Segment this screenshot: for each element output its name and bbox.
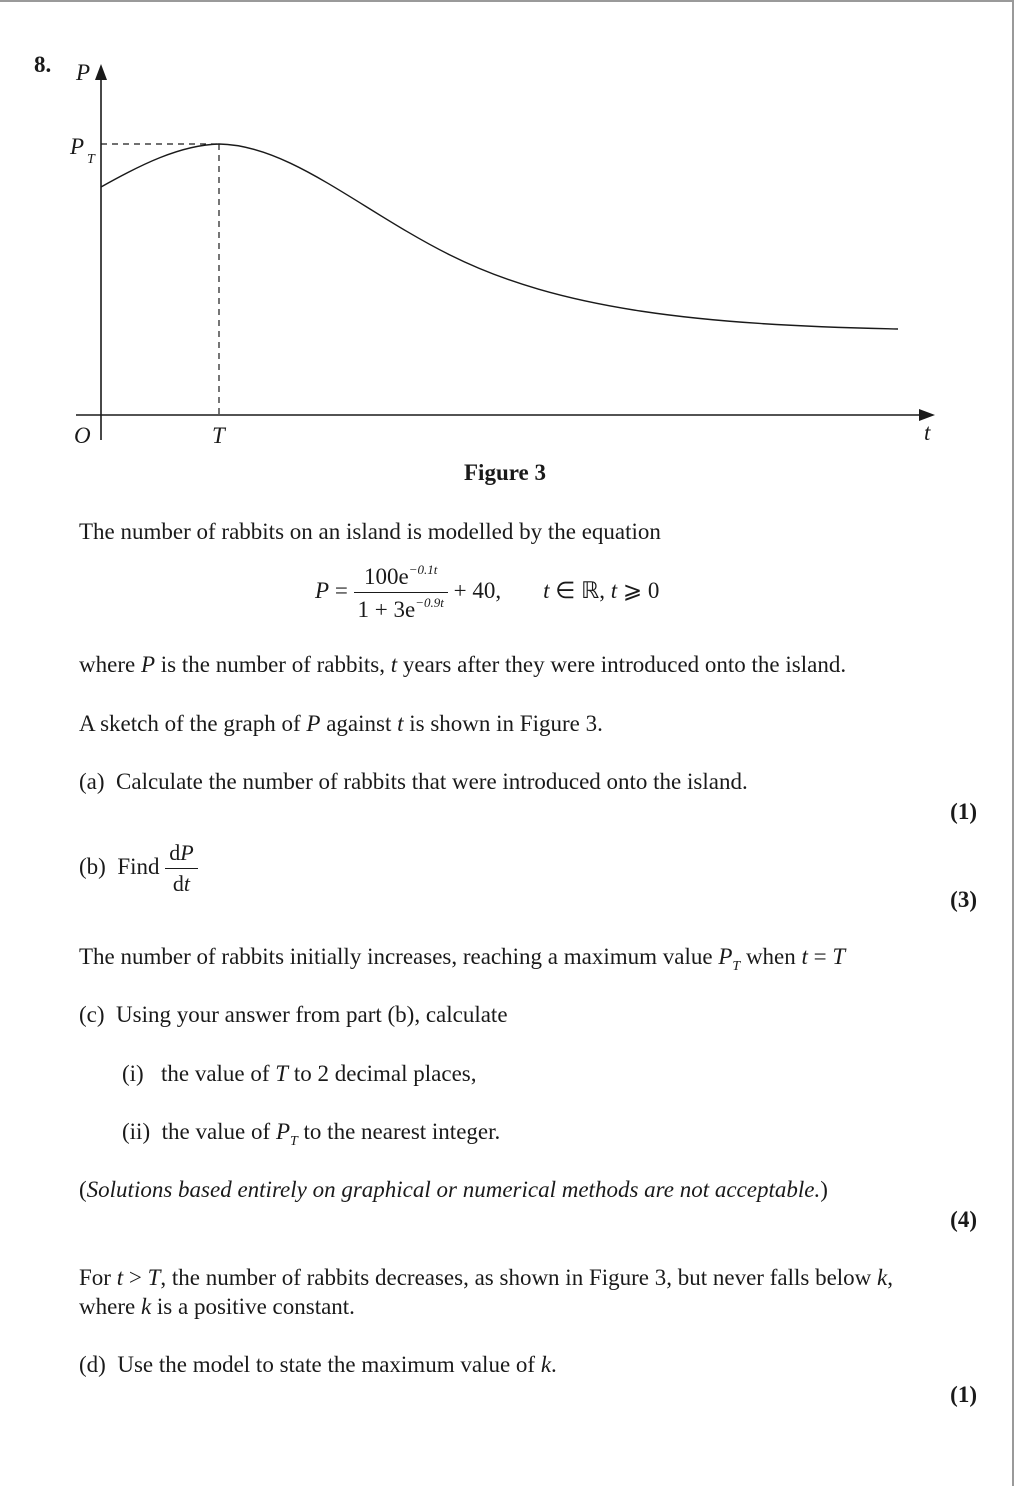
derivative-fraction: $\frac{dP}{dt}$	[165, 840, 197, 897]
eq-den-exponent: −0.9t	[415, 595, 444, 610]
decrease-text-2: where k is a positive constant.	[79, 1294, 355, 1319]
eq-fraction	[354, 562, 448, 623]
t-marker-label: T	[212, 423, 225, 448]
where-text: where P is the number of rabbits, t years after they were introduced onto the island.	[79, 652, 847, 677]
part-b-text: Find	[117, 853, 160, 879]
eq-lhs: P	[315, 577, 330, 603]
eq-domain-set: ∈ ℝ,	[549, 577, 611, 603]
part-c-marks: (4)	[950, 1207, 977, 1232]
eq-den-base: 1 + 3e	[357, 597, 416, 622]
sketch-text: A sketch of the graph of P against t is shown in Figure 3.	[79, 711, 603, 736]
part-c	[79, 1002, 508, 1028]
y-axis-arrow	[95, 64, 107, 80]
eq-equals: =	[329, 577, 354, 603]
origin-label: O	[74, 423, 91, 448]
eq-num-base: 100e	[364, 564, 409, 589]
intro-text: The number of rabbits on an island is modelled by the equation	[79, 519, 661, 544]
figure-caption: Figure 3	[464, 460, 546, 485]
part-d-label: (d)	[79, 1352, 106, 1377]
population-curve	[101, 144, 898, 329]
eq-num-exponent: −0.1t	[408, 562, 438, 577]
part-a	[79, 769, 748, 795]
x-axis-label: t	[924, 420, 931, 445]
part-c-ii: (ii) the value of $P_T$ to the nearest integer.	[122, 1119, 501, 1149]
eq-domain-t: t	[543, 577, 550, 603]
part-c-i: (i) the value of T to 2 decimal places,	[122, 1061, 477, 1086]
part-d: (d) Use the model to state the maximum value of k.	[79, 1352, 557, 1377]
part-b-label: (b)	[79, 853, 106, 879]
decrease-text-1: For t > T, the number of rabbits decreases, as shown in Figure 3, but never falls below k,	[79, 1265, 893, 1290]
eq-plus-constant: + 40,	[447, 577, 502, 603]
part-a-text: Calculate the number of rabbits that were introduced onto the island.	[116, 769, 748, 794]
part-b	[79, 840, 198, 897]
method-note: (Solutions based entirely on graphical or numerical methods are not acceptable.)	[79, 1177, 828, 1202]
eq-numerator	[354, 562, 448, 593]
part-a-label: (a)	[79, 769, 105, 794]
eq-domain-inequality: ⩾ 0	[617, 577, 660, 603]
pt-marker-subscript: T	[87, 152, 95, 167]
model-equation	[315, 562, 659, 623]
eq-domain-t2: t	[610, 577, 618, 603]
question-number: 8.	[34, 52, 52, 77]
figure-3-graph	[0, 0, 1010, 460]
part-a-marks: (1)	[950, 799, 977, 824]
part-c-label: (c)	[79, 1002, 105, 1027]
part-b-marks: (3)	[950, 887, 977, 912]
eq-denominator	[354, 593, 448, 623]
pt-marker-label: P	[70, 134, 85, 159]
part-c-text: Using your answer from part (b), calculate	[116, 1002, 508, 1027]
part-d-marks: (1)	[950, 1382, 977, 1407]
y-axis-label: P	[76, 60, 91, 85]
part-c-ii-label: (ii)	[122, 1119, 151, 1144]
part-c-i-label: (i)	[122, 1061, 144, 1086]
increase-text: The number of rabbits initially increases, reaching a maximum value $P_T$ when t = T	[79, 944, 846, 974]
